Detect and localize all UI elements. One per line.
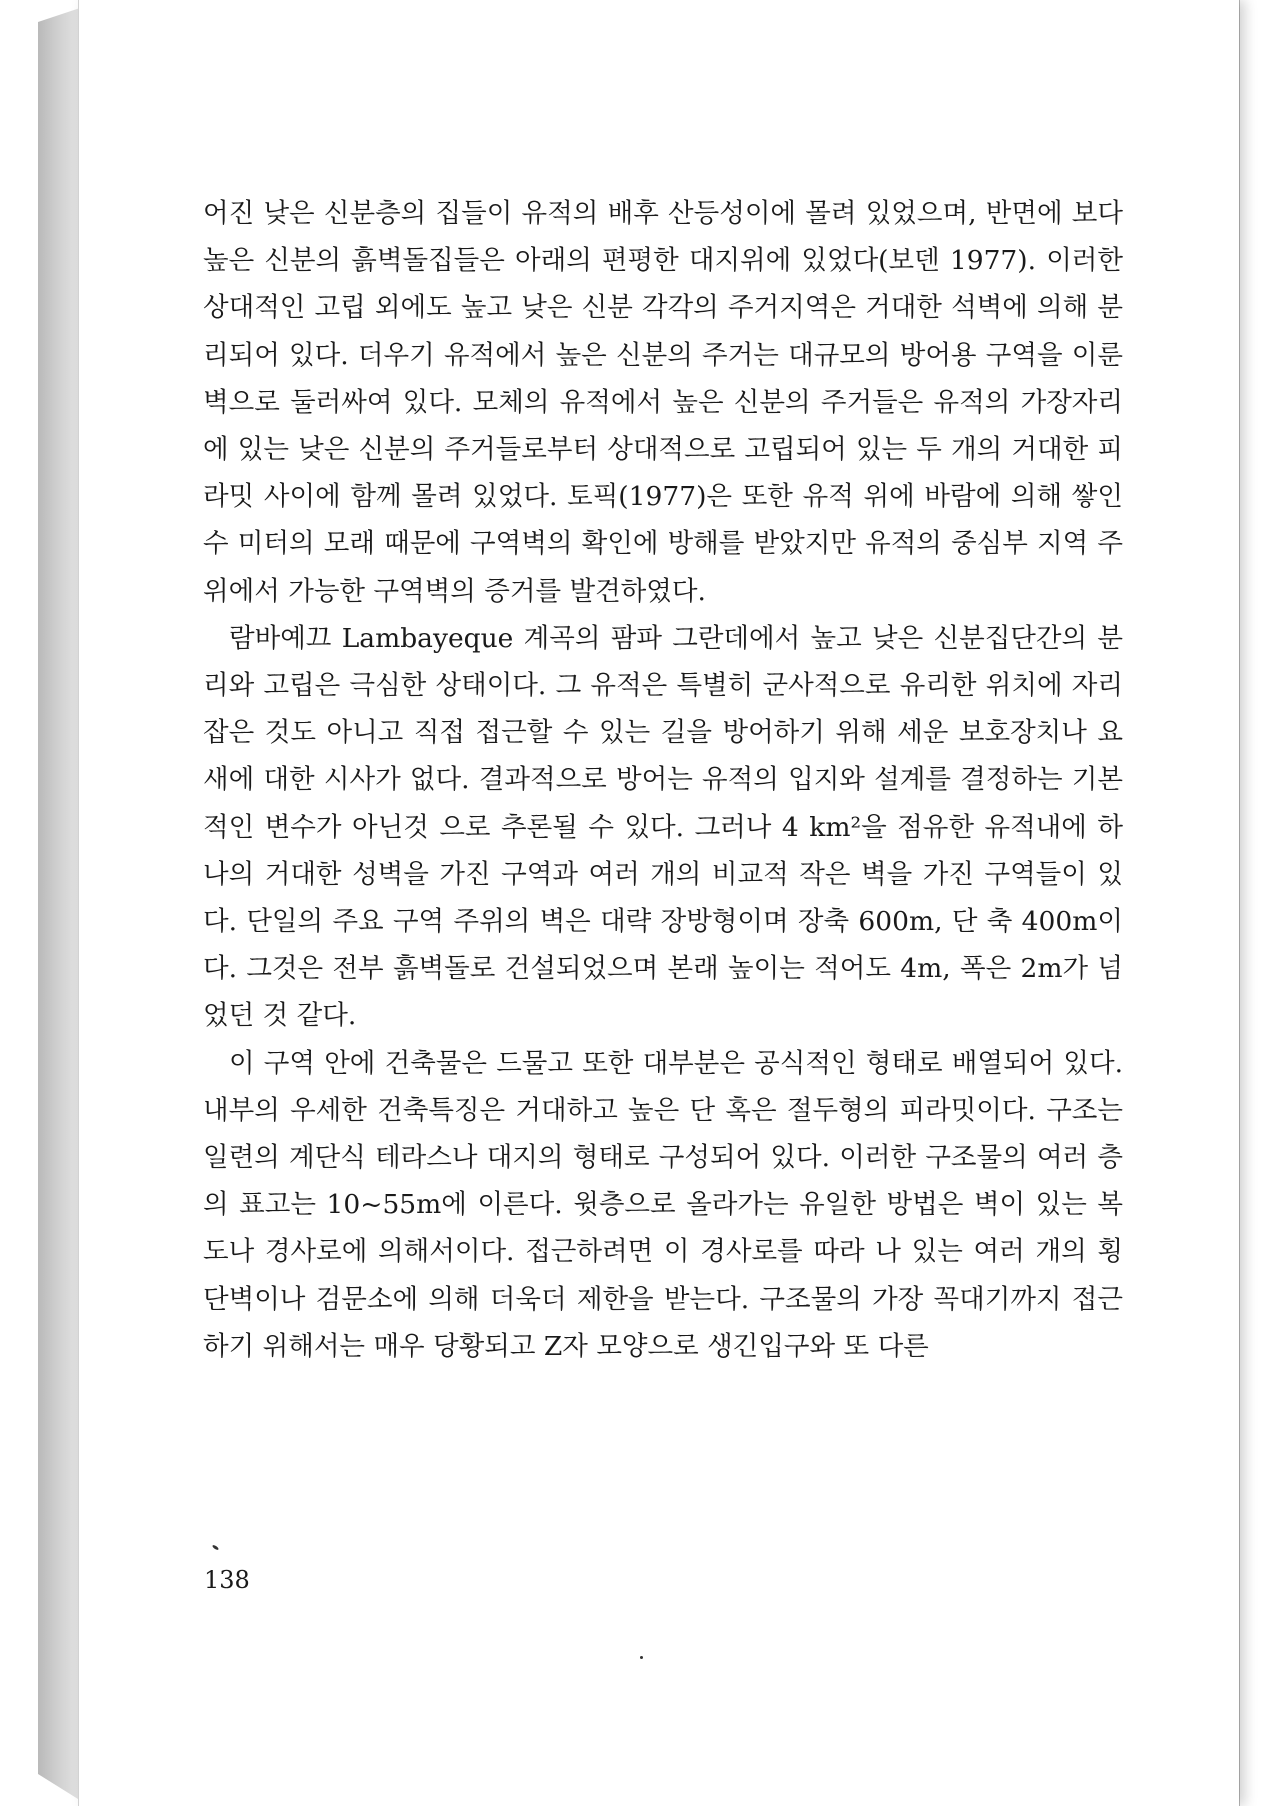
scan-speck: [640, 1656, 643, 1659]
paragraph: 어진 낮은 신분층의 집들이 유적의 배후 산등성이에 몰려 있었으며, 반면에 보다 높은 신분의 흙벽돌집들은 아래의 편평한 대지위에 있었다(보덴 1977). 이러한 상대적인 고립 외에도 높고 낮은 신분 각각의 주거지역은 거대한 석벽에 의해 분리되어 있다. 더우기 유적에서 높은 신분의 주거는 대규모의 방어용 구역을 이룬 벽으로 둘러싸여 있다. 모체의 유적에서 높은 신분의 주거들은 유적의 가장자리에 있는 낮은 신분의 주거들로부터 상대적으로 고립되어 있는 두 개의 거대한 피라밋 사이에 함께 몰려 있었다. 토픽(1977)은 또한 유적 위에 바람에 의해 쌓인 수 미터의 모래 때문에 구역벽의 확인에 방해를 받았지만 유적의 중심부 지역 주위에서 가능한 구역벽의 증거를 발견하였다.: [203, 198, 1123, 607]
paragraph: 이 구역 안에 건축물은 드물고 또한 대부분은 공식적인 형태로 배열되어 있다. 내부의 우세한 건축특징은 거대하고 높은 단 혹은 절두형의 피라밋이다. 구조는 일련의 계단식 테라스나 대지의 형태로 구성되어 있다. 이러한 구조물의 여러 층의 표고는 10~55m에 이른다. 윗층으로 올라가는 유일한 방법은 벽이 있는 복도나 경사로에 의해서이다. 접근하려면 이 경사로를 따라 나 있는 여러 개의 횡단벽이나 검문소에 의해 더욱더 제한을 받는다. 구조물의 가장 꼭대기까지 접근하기 위해서는 매우 당황되고 Z자 모양으로 생긴입구와 또 다른: [203, 1047, 1123, 1362]
paragraph: 람바예끄 Lambayeque 계곡의 팜파 그란데에서 높고 낮은 신분집단간의 분리와 고립은 극심한 상태이다. 그 유적은 특별히 군사적으로 유리한 위치에 자리잡은 것도 아니고 직접 접근할 수 있는 길을 방어하기 위해 세운 보호장치나 요새에 대한 시사가 없다. 결과적으로 방어는 유적의 입지와 설계를 결정하는 기본적인 변수가 아닌것 으로 추론될 수 있다. 그러나 4 km²을 점유한 유적내에 하나의 거대한 성벽을 가진 구역과 여러 개의 비교적 작은 벽을 가진 구역들이 있다. 단일의 주요 구역 주위의 벽은 대략 장방형이며 장축 600m, 단 축 400m이다. 그것은 전부 흙벽돌로 건설되었으며 본래 높이는 적어도 4m, 폭은 2m가 넘었던 것 같다.: [203, 622, 1123, 1032]
body-text: [203, 190, 1123, 1370]
page-number: 138: [204, 1566, 250, 1594]
